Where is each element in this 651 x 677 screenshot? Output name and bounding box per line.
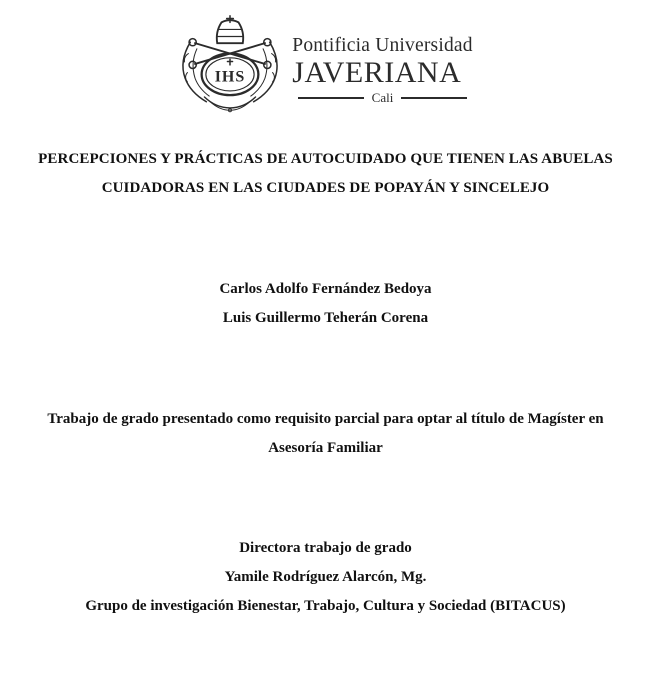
wordmark-javeriana: JAVERIANA bbox=[292, 56, 462, 90]
wordmark-campus-row bbox=[292, 91, 472, 104]
title-page-content bbox=[0, 145, 651, 621]
university-wordmark bbox=[292, 35, 472, 104]
degree-statement bbox=[0, 405, 651, 463]
degree-statement-line2: Asesoría Familiar bbox=[268, 440, 383, 456]
author-name: Carlos Adolfo Fernández Bedoya bbox=[219, 281, 432, 297]
director-role-label: Directora trabajo de grado bbox=[239, 540, 412, 556]
research-group: Grupo de investigación Bienestar, Trabajo, Cultura y Sociedad (BITACUS) bbox=[85, 598, 566, 614]
authors bbox=[0, 275, 651, 333]
thesis-title-line1: PERCEPCIONES Y PRÁCTICAS DE AUTOCUIDADO QUE TIENEN LAS ABUELAS bbox=[38, 151, 613, 167]
degree-statement-line1: Trabajo de grado presentado como requisito parcial para optar al título de Magíster en bbox=[47, 411, 604, 427]
thesis-title-line2: CUIDADORAS EN LAS CIUDADES DE POPAYÁN Y SINCELEJO bbox=[101, 180, 550, 196]
university-logo bbox=[0, 0, 651, 115]
thesis-title bbox=[0, 145, 651, 203]
wordmark-pontificia-universidad: Pontificia Universidad bbox=[292, 35, 473, 56]
campus-left-rule bbox=[298, 97, 363, 99]
author-name: Luis Guillermo Teherán Corena bbox=[222, 310, 429, 326]
director-name: Yamile Rodríguez Alarcón, Mg. bbox=[224, 569, 427, 585]
supervision-info bbox=[0, 534, 651, 621]
wordmark-cali: Cali bbox=[371, 90, 394, 106]
javeriana-crest-icon bbox=[178, 13, 282, 113]
campus-right-rule bbox=[401, 97, 466, 99]
crest-ihs-monogram: IHS bbox=[215, 68, 246, 86]
